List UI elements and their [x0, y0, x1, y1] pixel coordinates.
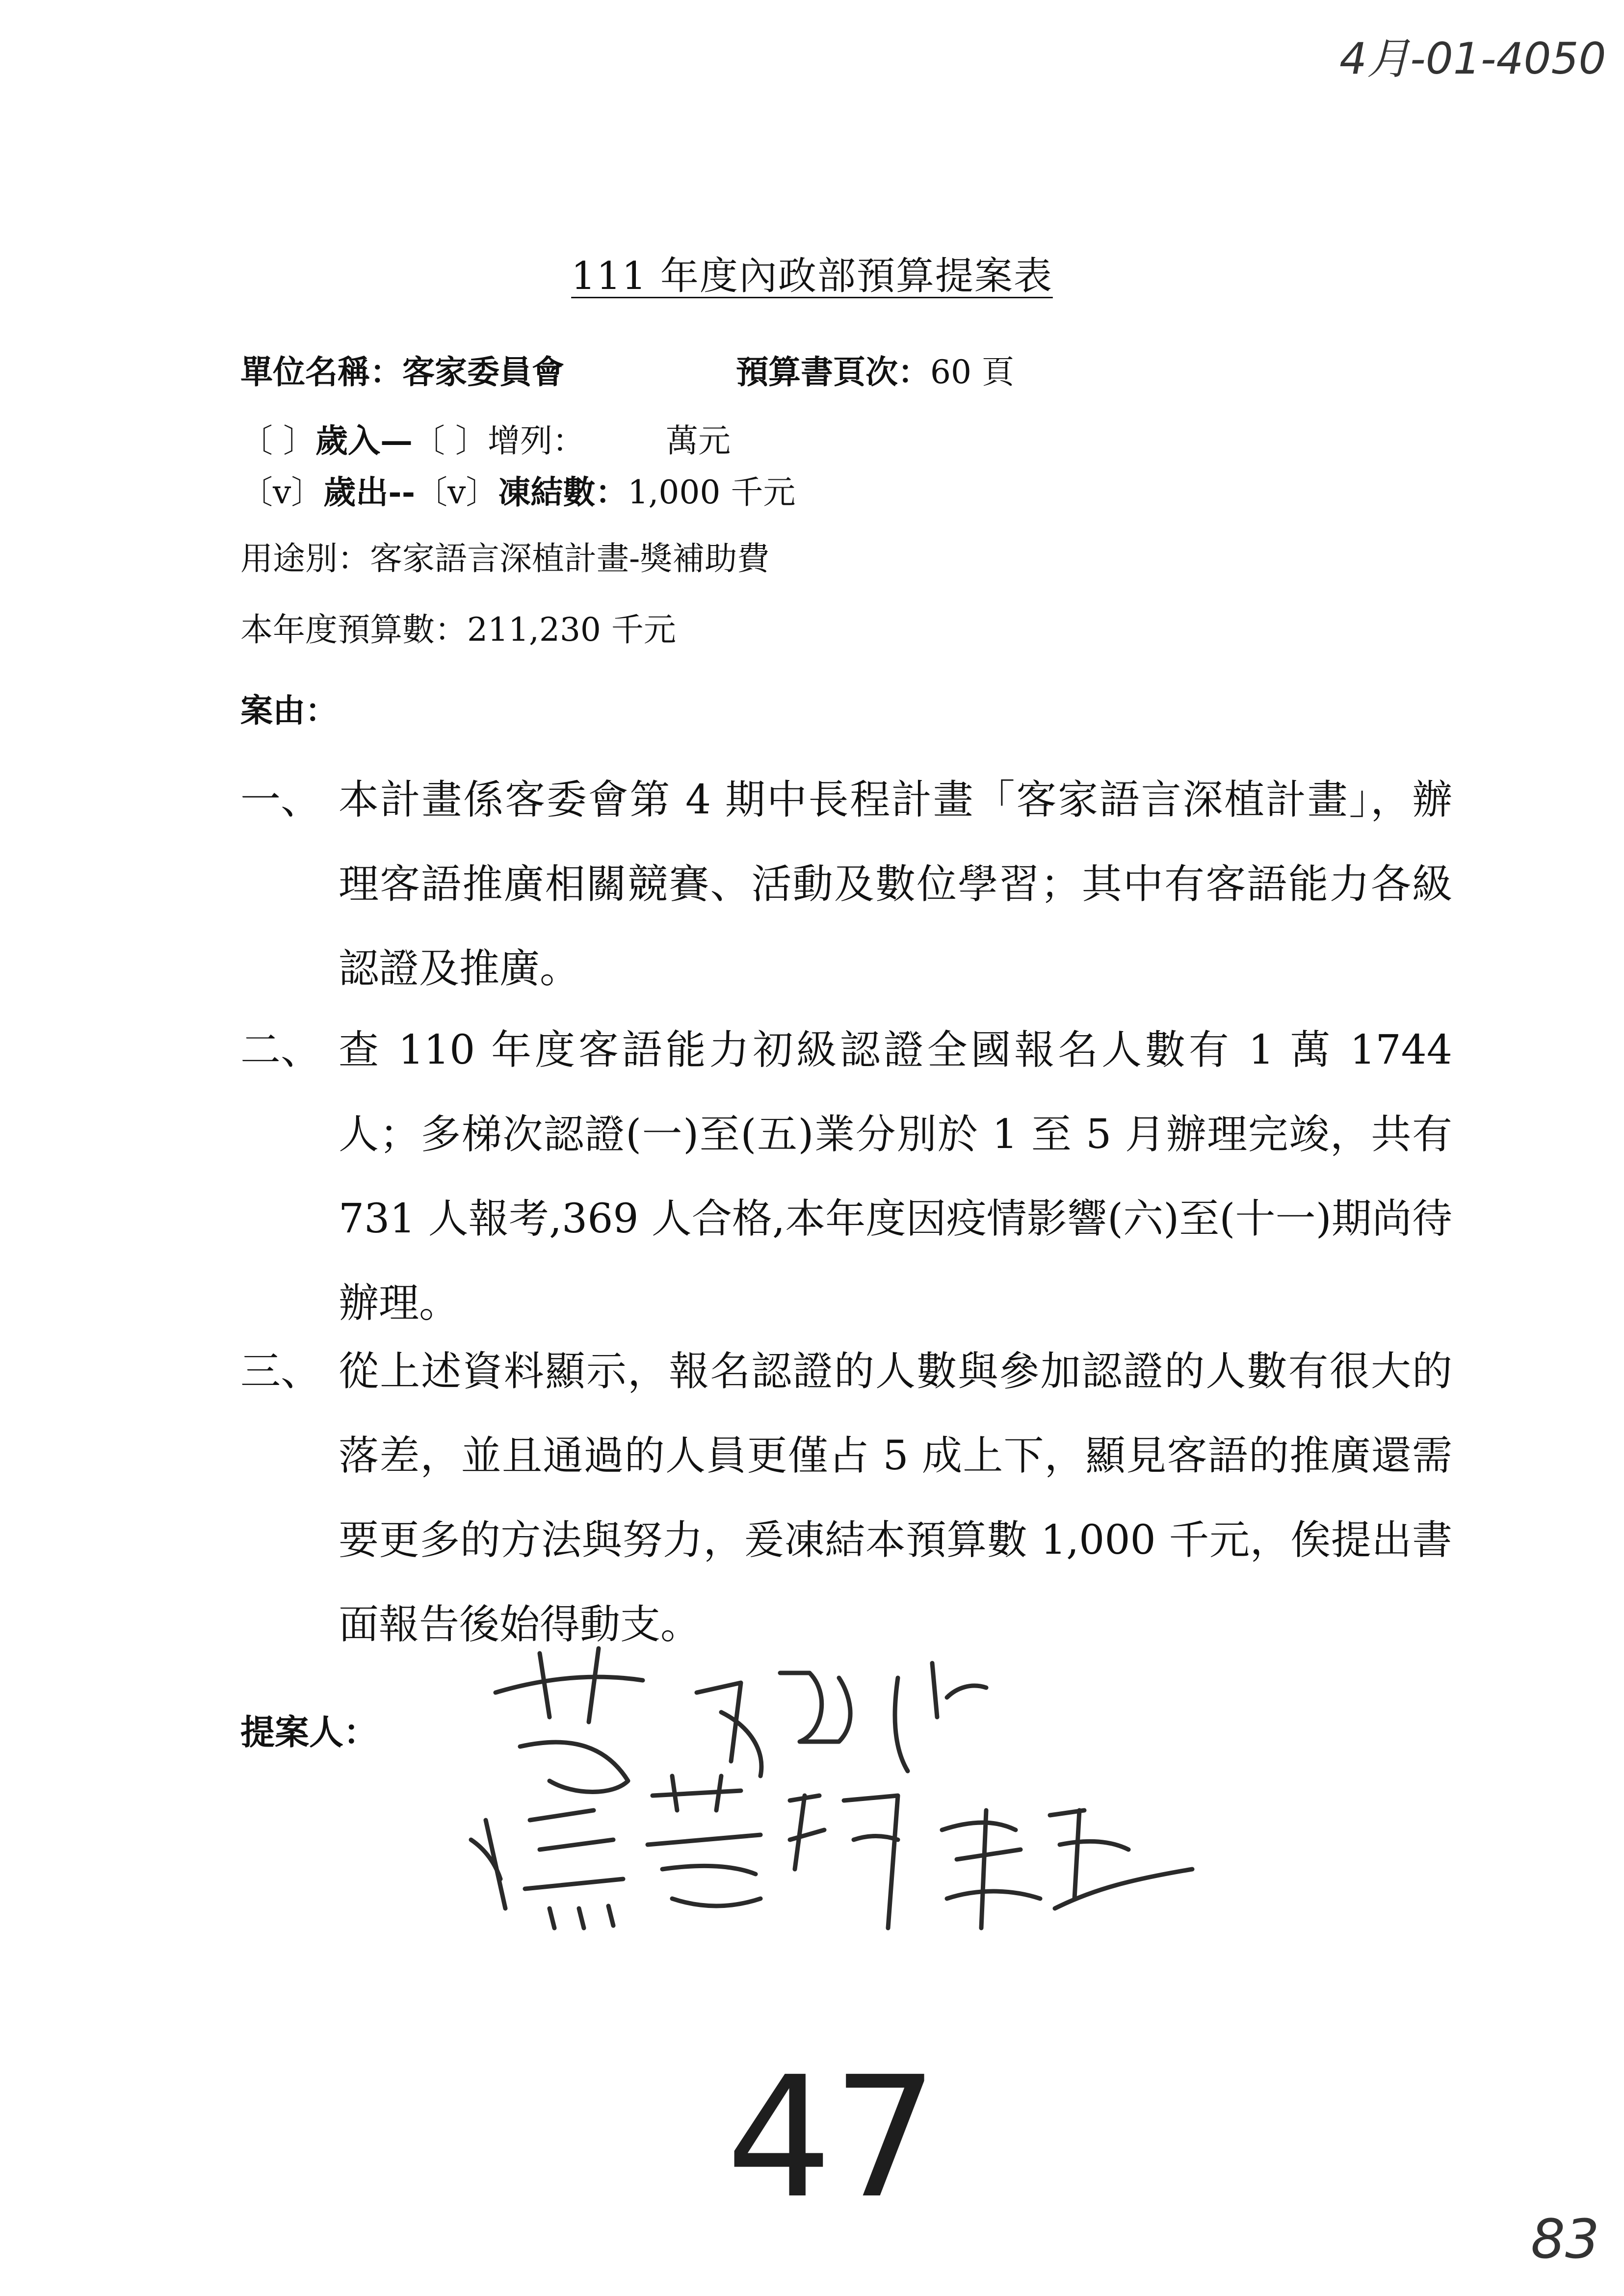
freeze-label: 凍結數： [498, 473, 628, 511]
reason-text: 從上述資料顯示，報名認證的人數與參加認證的人數有很大的落差，並且通過的人員更僅占 5 成上下，顯見客語的推廣還需要更多的方法與努力，爰凍結本預算數 1,000 千元，俟提出書面報告後始得動支。 [339, 1348, 1452, 1648]
reason-text: 本計畫係客委會第 4 期中長程計畫「客家語言深植計畫」，辦理客語推廣相關競賽、活動及數位學習；其中有客語能力各級認證及推廣。 [339, 777, 1452, 992]
freeze-checkbox: 〔v〕 [415, 473, 498, 511]
corner-handwritten-note: 4月-01-4050 [1339, 33, 1606, 84]
expenditure-checkbox: 〔v〕 [240, 473, 324, 511]
expenditure-line [240, 466, 795, 513]
reason-label: 案由： [240, 691, 338, 730]
revenue-label: 歲入— [315, 421, 413, 460]
budget-page-value: 60 頁 [930, 353, 1014, 391]
large-page-number: 47 [726, 2041, 939, 2235]
page-title: 111 年度內政部預算提案表 [571, 254, 1053, 298]
unit-name-label: 單位名稱： [240, 353, 402, 391]
revenue-checkbox: 〔 〕 [240, 422, 315, 460]
budget-page-label: 預算書頁次： [736, 353, 930, 391]
proposer-label: 提案人： [240, 1712, 378, 1752]
unit-name-value: 客家委員會 [402, 353, 564, 391]
unit-name-row [240, 346, 564, 392]
budget-page-row [736, 346, 1014, 392]
usage-line: 用途別：客家語言深植計畫-獎補助費 [240, 540, 770, 577]
small-page-number: 83 [1531, 2208, 1599, 2270]
reason-text: 查 110 年度客語能力初級認證全國報名人數有 1 萬 1744 人；多梯次認證(一)至(五)業分別於 1 至 5 月辦理完竣，共有 731 人報考,369 人合格,本年度因疫情影響(六)至(十一)期尚待辦理。 [339, 1027, 1452, 1327]
increase-text: 增列： 萬元 [487, 422, 731, 460]
reason-number: 三、 [240, 1348, 321, 1395]
freeze-value: 1,000 千元 [628, 473, 796, 511]
annual-budget-line: 本年度預算數：211,230 千元 [240, 611, 676, 649]
reason-number: 二、 [240, 1027, 321, 1073]
handwritten-signatures [466, 1634, 1202, 1938]
expenditure-label: 歲出-- [323, 473, 416, 511]
increase-checkbox: 〔 〕 [412, 422, 488, 460]
reason-number: 一、 [240, 777, 321, 823]
revenue-line [240, 415, 731, 461]
